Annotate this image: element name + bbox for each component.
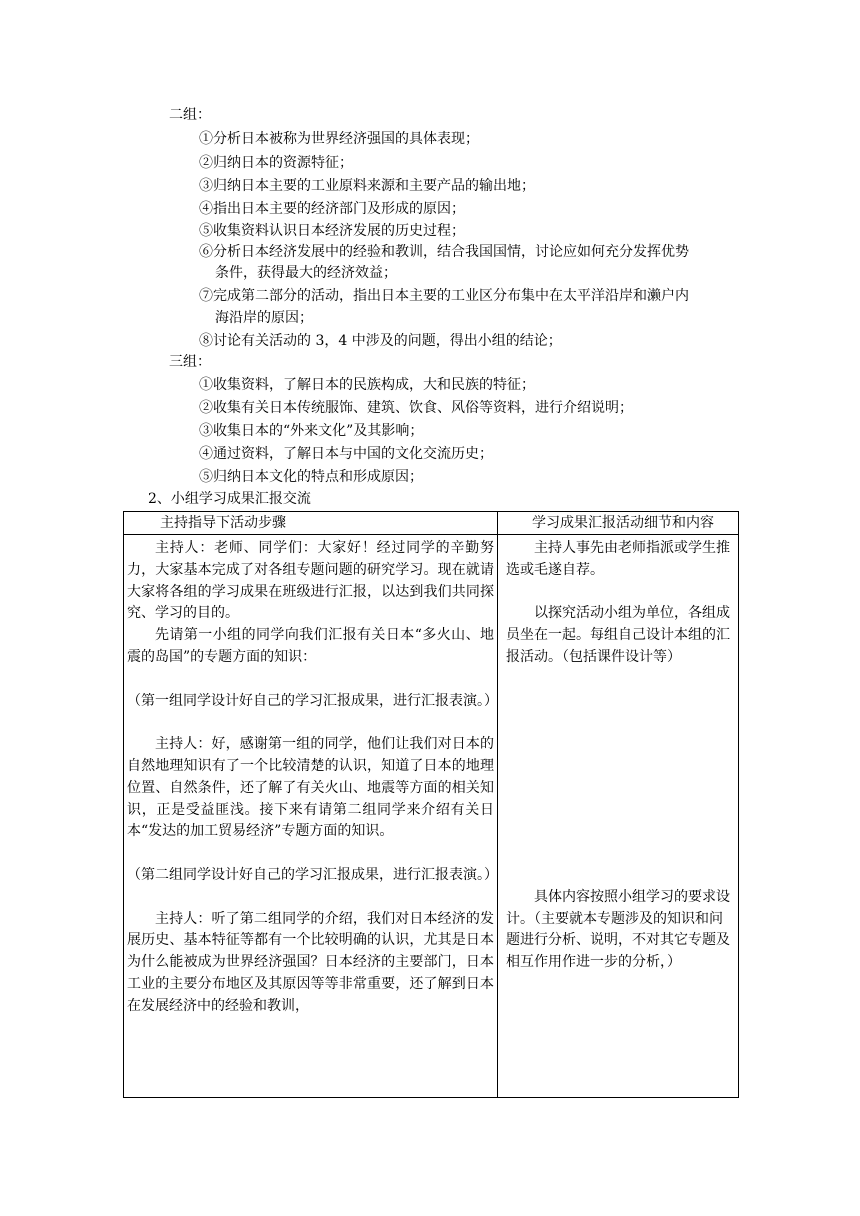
group2-item-1: ①分析日本被称为世界经济强国的具体表现； <box>199 131 479 147</box>
group3-item-1: ①收集资料，了解日本的民族构成，大和民族的特征； <box>199 377 535 393</box>
group3-item-2: ②收集有关日本传统服饰、建筑、饮食、风俗等资料，进行介绍说明； <box>199 400 633 416</box>
section-heading: 2、小组学习成果汇报交流 <box>148 491 311 507</box>
group2-item-7: ⑦完成第二部分的活动，指出日本主要的工业区分布集中在太平洋沿岸和濑户内 <box>199 288 689 304</box>
group2-item-6-cont: 条件，获得最大的经济效益； <box>215 265 397 281</box>
group2-item-2: ②归纳日本的资源特征； <box>199 155 353 171</box>
group2-heading: 二组： <box>169 107 211 123</box>
group2-item-5: ⑤收集资料认识日本经济发展的历史过程； <box>199 223 465 239</box>
group2-performance-note: （第二组同学设计好自己的学习汇报成果，进行汇报表演。） <box>127 866 498 883</box>
group2-item-8: ⑧讨论有关活动的 3，4 中涉及的问题，得出小组的结论； <box>199 333 562 349</box>
group3-item-3: ③收集日本的“外来文化”及其影响； <box>199 423 424 439</box>
content-design-note: 具体内容按照小组学习的要求设计。（主要就本专题涉及的知识和问题进行分析、说明，不对其它专题及相互作用作进一步的分析，） <box>506 888 730 971</box>
table-body-row <box>124 535 739 1098</box>
group2-item-6: ⑥分析日本经济发展中的经验和教训，结合我国国情，讨论应如何充分发挥优势 <box>199 244 689 260</box>
header-right: 学习成果汇报活动细节和内容 <box>532 515 714 531</box>
group-seating-note: 以探究活动小组为单位，各组成员坐在一起。每组自己设计本组的汇报活动。（包括课件设计等） <box>506 605 730 665</box>
host-transition-group2: 主持人：好，感谢第一组的同学，他们让我们对日本的自然地理知识有了一个比较清楚的认识，知道了日本的地理位置、自然条件，还了解了有关火山、地震等方面的相关知识，正是受益匪浅。接下来有请第二组同学来介绍有关日本“发达的加工贸易经济”专题方面的知识。 <box>127 736 494 840</box>
group3-heading: 三组： <box>169 354 211 370</box>
header-left: 主持指导下活动步骤 <box>160 515 286 531</box>
group3-item-4: ④通过资料，了解日本与中国的文化交流历史； <box>199 446 493 462</box>
header-right-cell <box>498 512 739 535</box>
host-selection-note: 主持人事先由老师指派或学生推选或毛遂自荐。 <box>506 540 730 578</box>
group1-invite: 先请第一小组的同学向我们汇报有关日本“多火山、地震的岛国”的专题方面的知识： <box>127 627 494 665</box>
header-left-cell <box>124 512 498 535</box>
group1-performance-note: （第一组同学设计好自己的学习汇报成果，进行汇报表演。） <box>127 692 498 709</box>
report-table <box>123 511 739 1098</box>
group2-item-3: ③归纳日本主要的工业原料来源和主要产品的输出地； <box>199 178 535 194</box>
host-opening: 主持人：老师、同学们：大家好！经过同学的辛勤努力，大家基本完成了对各组专题问题的研究学习。现在就请大家将各组的学习成果在班级进行汇报，以达到我们共同探究、学习的目的。 <box>127 540 494 622</box>
host-summary-group2: 主持人：听了第二组同学的介绍，我们对日本经济的发展历史、基本特征等都有一个比较明确的认识，尤其是日本为什么能被成为世界经济强国？日本经济的主要部门，日本工业的主要分布地区及其原因等等非常重要，还了解到日本在发展经济中的经验和教训， <box>127 910 494 1014</box>
group2-item-7-cont: 海沿岸的原因； <box>215 310 313 326</box>
group3-item-5: ⑤归纳日本文化的特点和形成原因； <box>199 469 423 485</box>
details-cell <box>498 535 739 1098</box>
group2-item-4: ④指出日本主要的经济部门及形成的原因； <box>199 201 465 217</box>
steps-cell <box>124 535 498 1098</box>
table-header-row <box>124 512 739 535</box>
